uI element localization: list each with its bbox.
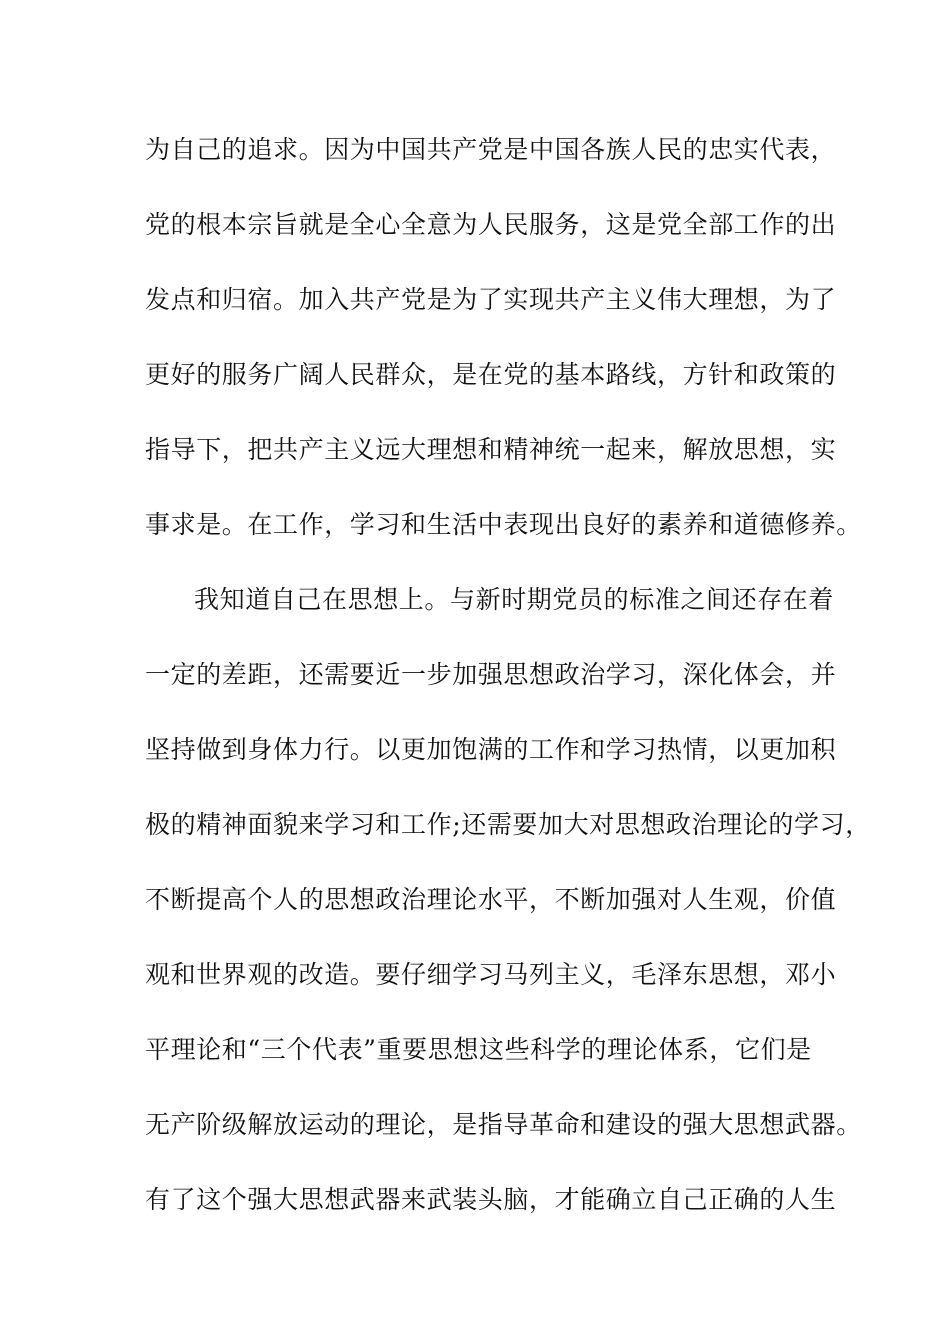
paragraph-first-line: 我知道自己在思想上。与新时期党员的标准之间还存在着 (194, 585, 835, 614)
text-line: 有了这个强大思想武器来武装头脑，才能确立自己正确的人生 (145, 1185, 837, 1214)
text-line: 一定的差距，还需要近一步加强思想政治学习，深化体会，并 (145, 660, 837, 689)
text-line: 观和世界观的改造。要仔细学习马列主义，毛泽东思想，邓小 (145, 960, 837, 989)
text-line: 事求是。在工作，学习和生活中表现出良好的素养和道德修养。 (145, 510, 862, 539)
text-line: 无产阶级解放运动的理论，是指导革命和建设的强大思想武器。 (145, 1110, 862, 1139)
text-line: 不断提高个人的思想政治理论水平，不断加强对人生观，价值 (145, 885, 837, 914)
text-line: 平理论和“三个代表”重要思想这些科学的理论体系，它们是 (145, 1035, 812, 1064)
text-line: 发点和归宿。加入共产党是为了实现共产主义伟大理想，为了 (145, 285, 837, 314)
text-line: 坚持做到身体力行。以更加饱满的工作和学习热情，以更加积 (145, 735, 837, 764)
text-line: 指导下，把共产主义远大理想和精神统一起来，解放思想，实 (145, 435, 837, 464)
text-line: 为自己的追求。因为中国共产党是中国各族人民的忠实代表， (145, 135, 837, 164)
text-line: 极的精神面貌来学习和工作;还需要加大对思想政治理论的学习， (145, 810, 871, 839)
text-line: 更好的服务广阔人民群众，是在党的基本路线，方针和政策的 (145, 360, 837, 389)
text-line: 党的根本宗旨就是全心全意为人民服务，这是党全部工作的出 (145, 210, 837, 239)
